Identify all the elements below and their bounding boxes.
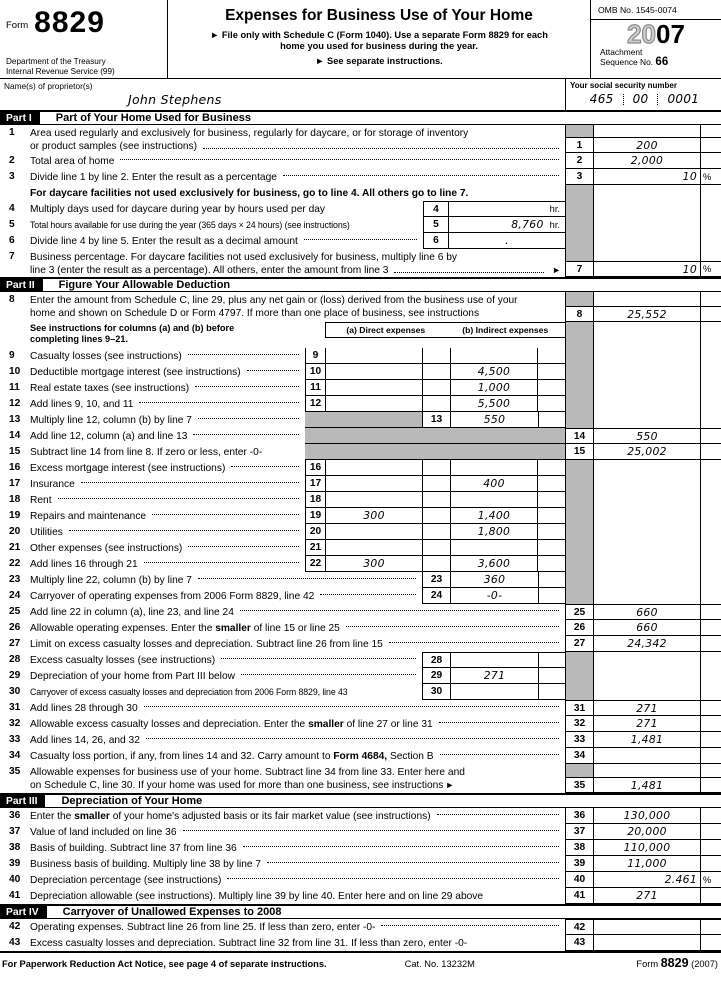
daycare-note: For daycare facilities not used exclusively for business, go to line 4. All others go to line 7. <box>30 187 469 199</box>
daycare-note-row <box>0 185 721 201</box>
line-16-indirect[interactable] <box>450 460 537 476</box>
line-40-label: Depreciation percentage (see instructions) <box>30 872 565 888</box>
shaded-cell <box>565 322 593 348</box>
line-39-label: Business basis of building. Multiply line 38 by line 7 <box>30 856 565 872</box>
dot-leader <box>146 738 559 739</box>
shaded-cell <box>565 764 593 777</box>
shaded-cell <box>565 185 593 201</box>
line-37-row: 37 Value of land included on line 36 37 20,000 <box>0 824 721 840</box>
line-41-amount[interactable]: 271 <box>593 888 700 904</box>
part-iv-title: Carryover of Unallowed Expenses to 2008 <box>62 906 282 918</box>
line-1-label: Area used regularly and exclusively for business, regularly for daycare, or for storage of inventory or product samples (see instructions) <box>30 125 565 153</box>
line-25-row: 25 Add line 22 in column (a), line 23, and line 24 25 660 <box>0 604 721 620</box>
line-35-label: Allowable expenses for business use of your home. Subtract line 34 from line 33. Enter here and on Schedule C, line 30. If your home was used for more than one business, see instructions ► <box>30 767 465 791</box>
line-30-value[interactable] <box>450 684 538 700</box>
ssn-separator <box>657 94 658 105</box>
line-42-row: 42 Operating expenses. Subtract line 26 from line 25. If less than zero, enter -0- 42 <box>0 919 721 935</box>
dot-leader <box>58 498 299 499</box>
line-2-row: 2 Total area of home 2 2,000 <box>0 153 721 169</box>
line-40-row: 40 Depreciation percentage (see instructions) 40 2.461 % <box>0 872 721 888</box>
line-17-row: 17 Insurance 17 400 <box>0 476 721 492</box>
line-40-amount[interactable]: 2.461 <box>593 872 700 888</box>
ssn-value: 465 00 0001 <box>589 92 700 106</box>
line-21-direct[interactable] <box>325 540 422 556</box>
shaded-cell <box>565 217 593 233</box>
line-27-row: 27 Limit on excess casualty losses and depreciation. Subtract line 26 from line 15 27 24,342 <box>0 636 721 652</box>
line-37-amount[interactable]: 20,000 <box>593 824 700 840</box>
line-22-indirect[interactable]: 3,600 <box>450 556 537 572</box>
line-39-amount[interactable]: 11,000 <box>593 856 700 872</box>
dot-leader <box>69 530 299 531</box>
line-10-label: Deductible mortgage interest (see instructions) <box>30 364 305 380</box>
line-35-row: 35 Allowable expenses for business use of your home. Subtract line 34 from line 33. Enter here and on Schedule C, line 30. If your home was used for more than one business, see instructions ► 35 1,481 <box>0 764 721 793</box>
line-8-label: Enter the amount from Schedule C, line 29, plus any net gain or (loss) derived from the business use of your home and shown on Schedule D or Form 4797. If more than one place of business, see instructions <box>30 295 518 319</box>
shaded-cell <box>565 348 593 364</box>
dot-leader <box>247 370 299 371</box>
line-12-label: Add lines 9, 10, and 11 <box>30 396 305 412</box>
line-27-label: Limit on excess casualty losses and depreciation. Subtract line 26 from line 15 <box>30 636 565 652</box>
part-i-header <box>0 110 721 125</box>
part-i-tag: Part I <box>0 112 40 124</box>
line-9-label: Casualty losses (see instructions) <box>30 348 305 364</box>
col-a-header: (a) Direct expenses <box>346 325 426 335</box>
line-12-direct[interactable] <box>325 396 422 412</box>
dot-leader <box>304 239 417 240</box>
line-5-row: 5 Total hours available for use during the year (365 days × 24 hours) (see instructions) 5 8,760 hr. <box>0 217 721 233</box>
dot-leader <box>188 354 299 355</box>
line-35-amount[interactable]: 1,481 <box>593 777 700 793</box>
line-16-label: Excess mortgage interest (see instructions) <box>30 460 305 476</box>
line-29-value[interactable]: 271 <box>450 668 538 684</box>
shaded-cell <box>565 460 593 476</box>
line-32-row: 32 Allowable excess casualty losses and depreciation. Enter the smaller of line 27 or line 31 32 271 <box>0 716 721 732</box>
part-i-title: Part of Your Home Used for Business <box>55 112 251 124</box>
omb-number: OMB No. 1545-0074 <box>591 0 721 20</box>
expense-column-headers <box>325 322 565 338</box>
line-33-row: 33 Add lines 14, 26, and 32 33 1,481 <box>0 732 721 748</box>
line-19-label: Repairs and maintenance <box>30 508 305 524</box>
catalog-number: Cat. No. 13232M <box>404 959 475 969</box>
part-iii-tag: Part III <box>0 795 45 807</box>
shaded-cell <box>565 292 593 306</box>
columns-header-row <box>0 322 721 348</box>
line-1-amount[interactable]: 200 <box>593 137 700 153</box>
paperwork-notice: For Paperwork Reduction Act Notice, see page 4 of separate instructions. <box>2 959 327 969</box>
dot-leader <box>193 434 299 435</box>
line-42-amount[interactable] <box>593 919 700 935</box>
line-19-indirect[interactable]: 1,400 <box>450 508 537 524</box>
dot-leader <box>139 402 299 403</box>
line-11-indirect[interactable]: 1,000 <box>450 380 537 396</box>
dot-leader <box>394 272 544 273</box>
line-20-indirect[interactable]: 1,800 <box>450 524 537 540</box>
shaded-cell <box>565 508 593 524</box>
line-10-direct[interactable] <box>325 364 422 380</box>
line-21-row: 21 Other expenses (see instructions) 21 <box>0 540 721 556</box>
line-31-label: Add lines 28 through 30 <box>30 700 565 716</box>
shaded-cell <box>565 380 593 396</box>
shaded-cell <box>305 428 565 444</box>
line-22-direct[interactable]: 300 <box>325 556 422 572</box>
shaded-cell <box>305 444 565 460</box>
proprietor-row <box>0 78 721 110</box>
line-21-indirect[interactable] <box>450 540 537 556</box>
line-29-row: 29 Depreciation of your home from Part III below 29 271 <box>0 668 721 684</box>
dot-leader <box>437 814 559 815</box>
part-iv-header <box>0 904 721 919</box>
line-15-label: Subtract line 14 from line 8. If zero or less, enter -0- <box>30 446 263 458</box>
line-18-label: Rent <box>30 492 305 508</box>
line-38-label: Basis of building. Subtract line 37 from line 36 <box>30 840 565 856</box>
part-iv-tag: Part IV <box>0 906 47 918</box>
form-number: 8829 <box>34 6 105 39</box>
line-1-number: 1 <box>9 127 15 138</box>
dot-leader <box>203 148 559 149</box>
dot-leader <box>243 846 559 847</box>
line-3-row: 3 Divide line 1 by line 2. Enter the result as a percentage 3 10 % <box>0 169 721 185</box>
line-4-label: Multiply days used for daycare during year by hours used per day <box>30 203 326 215</box>
shaded-cell <box>565 492 593 508</box>
line-20-label: Utilities <box>30 524 305 540</box>
line-17-indirect[interactable]: 400 <box>450 476 537 492</box>
line-9-direct[interactable] <box>325 348 422 364</box>
line-6-row: 6 Divide line 4 by line 5. Enter the result as a decimal amount 6 . <box>0 233 721 249</box>
line-34-row: 34 Casualty loss portion, if any, from lines 14 and 32. Carry amount to Form 4684, Section B 34 <box>0 748 721 764</box>
line-11-label: Real estate taxes (see instructions) <box>30 380 305 396</box>
shaded-cell <box>565 364 593 380</box>
line-42-label: Operating expenses. Subtract line 26 from line 25. If less than zero, enter -0- <box>30 919 565 935</box>
line-31-row: 31 Add lines 28 through 30 31 271 <box>0 700 721 716</box>
ssn-label: Your social security number <box>570 81 677 90</box>
dot-leader <box>240 610 559 611</box>
line-29-label: Depreciation of your home from Part III below <box>30 668 422 684</box>
line-18-indirect[interactable] <box>450 492 537 508</box>
line-15-amount[interactable]: 25,002 <box>593 444 700 460</box>
form-footer <box>0 951 721 970</box>
line-15-row: 15 Subtract line 14 from line 8. If zero or less, enter -0- 15 25,002 <box>0 444 721 460</box>
line-33-amount[interactable]: 1,481 <box>593 732 700 748</box>
line-27-amount[interactable]: 24,342 <box>593 636 700 652</box>
line-36-amount[interactable]: 130,000 <box>593 808 700 824</box>
line-30-label: Carryover of excess casualty losses and depreciation from 2006 Form 8829, line 43 <box>30 687 348 697</box>
dot-leader <box>381 925 559 926</box>
line-17-direct[interactable] <box>325 476 422 492</box>
form-footer-id: Form 8829 (2007) <box>636 956 718 970</box>
shaded-cell <box>565 524 593 540</box>
shaded-cell <box>565 556 593 572</box>
form-number-block <box>0 0 168 78</box>
line-6-label: Divide line 4 by line 5. Enter the result as a decimal amount <box>30 233 423 249</box>
line-7-row: 7 Business percentage. For daycare facilities not used exclusively for business, multiply line 6 by line 3 (enter the result as a percentage). All others, enter the amount from line 3 ► 7 10 % <box>0 249 721 277</box>
omb-year-block <box>590 0 721 78</box>
line-23-value[interactable]: 360 <box>450 572 538 588</box>
line-7-label: Business percentage. For daycare facilities not used exclusively for business, multiply line 6 by line 3 (enter the result as a percentage). All others, enter the amount from line 3 ► <box>30 252 561 276</box>
dot-leader <box>188 546 299 547</box>
line-23-row: 23 Multiply line 22, column (b) by line 7 23 360 <box>0 572 721 588</box>
line-10-indirect[interactable]: 4,500 <box>450 364 537 380</box>
shaded-cell <box>565 588 593 604</box>
dot-leader <box>241 674 416 675</box>
shaded-cell <box>565 396 593 412</box>
line-38-amount[interactable]: 110,000 <box>593 840 700 856</box>
shaded-cell <box>565 652 593 668</box>
line-24-label: Carryover of operating expenses from 2006 Form 8829, line 42 <box>30 588 422 604</box>
part-ii-header <box>0 277 721 292</box>
line-14-label: Add line 12, column (a) and line 13 <box>30 428 305 444</box>
line-24-row: 24 Carryover of operating expenses from 2006 Form 8829, line 42 24 -0- <box>0 588 721 604</box>
part-ii-title: Figure Your Allowable Deduction <box>58 279 231 291</box>
line-10-row: 10 Deductible mortgage interest (see instructions) 10 4,500 <box>0 364 721 380</box>
see-instructions-note: ► See separate instructions. <box>315 56 443 66</box>
line-17-label: Insurance <box>30 476 305 492</box>
shaded-cell <box>565 249 593 261</box>
line-14-row: 14 Add line 12, column (a) and line 13 14 550 <box>0 428 721 444</box>
line-31-amount[interactable]: 271 <box>593 700 700 716</box>
department-line: Department of the Treasury Internal Revenue Service (99) <box>6 57 115 76</box>
dot-leader <box>320 594 416 595</box>
line-20-row: 20 Utilities 20 1,800 <box>0 524 721 540</box>
line-26-row: 26 Allowable operating expenses. Enter the smaller of line 15 or line 25 26 660 <box>0 620 721 636</box>
line-1-row: 1 Area used regularly and exclusively for business, regularly for daycare, or for storage of inventory or product samples (see instructions) 1 200 <box>0 125 721 153</box>
line-23-label: Multiply line 22, column (b) by line 7 <box>30 572 422 588</box>
ssn-separator <box>623 94 624 105</box>
dot-leader <box>81 482 299 483</box>
line-9-indirect[interactable] <box>450 348 537 364</box>
shaded-cell <box>565 125 593 137</box>
dot-leader <box>439 722 559 723</box>
dot-leader <box>346 626 559 627</box>
shaded-cell <box>565 668 593 684</box>
line-28-row: 28 Excess casualty losses (see instructions) 28 <box>0 652 721 668</box>
dot-leader <box>227 878 559 879</box>
line-18-row: 18 Rent 18 <box>0 492 721 508</box>
tax-year: 20 07 <box>627 19 685 49</box>
line-13-row: 13 Multiply line 12, column (b) by line 7 13 550 <box>0 412 721 428</box>
line-21-label: Other expenses (see instructions) <box>30 540 305 556</box>
shaded-cell <box>305 412 422 428</box>
shaded-cell <box>565 201 593 217</box>
dot-leader <box>183 830 559 831</box>
line-6-value[interactable]: . <box>448 233 565 249</box>
dot-leader <box>120 159 559 160</box>
line-13-label: Multiply line 12, column (b) by line 7 <box>30 412 305 428</box>
line-7-amount[interactable]: 10 <box>593 261 700 277</box>
dot-leader <box>198 418 299 419</box>
form-title: Expenses for Business Use of Your Home <box>225 7 533 24</box>
line-32-amount[interactable]: 271 <box>593 716 700 732</box>
line-18-direct[interactable] <box>325 492 422 508</box>
ssn-field[interactable] <box>565 79 721 110</box>
line-5-value[interactable]: 8,760 hr. <box>448 217 565 233</box>
line-33-label: Add lines 14, 26, and 32 <box>30 732 565 748</box>
part-ii-tag: Part II <box>0 279 43 291</box>
line-34-amount[interactable] <box>593 748 700 764</box>
line-19-direct[interactable]: 300 <box>325 508 422 524</box>
line-11-row: 11 Real estate taxes (see instructions) 11 1,000 <box>0 380 721 396</box>
attachment-sequence: Attachment Sequence No. 66 <box>600 47 669 68</box>
form-title-block <box>168 0 590 78</box>
proprietor-name-label: Name(s) of proprietor(s) <box>4 81 93 91</box>
dot-leader <box>231 466 299 467</box>
form-subtitle: ► File only with Schedule C (Form 1040). Use a separate Form 8829 for each home you used for business during the year. <box>210 30 548 51</box>
proprietor-name-value: John Stephens <box>128 92 222 107</box>
line-30-row: 30 Carryover of excess casualty losses and depreciation from 2006 Form 8829, line 43 30 <box>0 684 721 700</box>
line-34-label: Casualty loss portion, if any, from lines 14 and 32. Carry amount to Form 4684, Section B <box>30 748 565 764</box>
dot-leader <box>440 754 559 755</box>
line-13-value[interactable]: 550 <box>450 412 538 428</box>
shaded-cell <box>565 476 593 492</box>
dot-leader <box>195 386 299 387</box>
line-32-label: Allowable excess casualty losses and depreciation. Enter the smaller of line 27 or line 31 <box>30 716 565 732</box>
line-26-amount[interactable]: 660 <box>593 620 700 636</box>
shaded-cell <box>565 540 593 556</box>
line-37-label: Value of land included on line 36 <box>30 824 565 840</box>
line-16-direct[interactable] <box>325 460 422 476</box>
line-25-label: Add line 22 in column (a), line 23, and line 24 <box>30 604 565 620</box>
line-43-label: Excess casualty losses and depreciation. Subtract line 32 from line 31. If less than zero, enter -0- <box>30 937 468 949</box>
line-2-amount[interactable]: 2,000 <box>593 153 700 169</box>
line-22-label: Add lines 16 through 21 <box>30 556 305 572</box>
part-iii-header <box>0 793 721 808</box>
columns-note: See instructions for columns (a) and (b) before completing lines 9–21. <box>30 323 235 344</box>
shaded-cell <box>565 233 593 249</box>
shaded-cell <box>565 412 593 428</box>
line-8-row: 8 Enter the amount from Schedule C, line 29, plus any net gain or (loss) derived from the business use of your home and shown on Schedule D or Form 4797. If more than one place of business, see instructions 8 25,552 <box>0 292 721 322</box>
shaded-cell <box>565 572 593 588</box>
dot-leader <box>221 658 416 659</box>
line-9-row: 9 Casualty losses (see instructions) 9 <box>0 348 721 364</box>
line-41-row: 41 Depreciation allowable (see instructions). Multiply line 39 by line 40. Enter here and on line 29 above 41 271 <box>0 888 721 904</box>
dot-leader <box>389 642 559 643</box>
dot-leader <box>198 578 416 579</box>
line-5-label: Total hours available for use during the year (365 days × 24 hours) (see instructions) <box>30 220 350 230</box>
line-12-indirect[interactable]: 5,500 <box>450 396 537 412</box>
shaded-cell <box>565 684 593 700</box>
part-iii-title: Depreciation of Your Home <box>61 795 203 807</box>
line-36-row: 36 Enter the smaller of your home's adjusted basis or its fair market value (see instructions) 36 130,000 <box>0 808 721 824</box>
line-8-amount[interactable]: 25,552 <box>593 306 700 322</box>
line-2-label: Total area of home <box>30 153 565 169</box>
line-26-label: Allowable operating expenses. Enter the smaller of line 15 or line 25 <box>30 620 565 636</box>
line-36-label: Enter the smaller of your home's adjusted basis or its fair market value (see instructions) <box>30 808 565 824</box>
dot-leader <box>267 862 559 863</box>
line-25-amount[interactable]: 660 <box>593 604 700 620</box>
form-word: Form <box>6 20 29 31</box>
dot-leader <box>283 175 559 176</box>
line-28-value[interactable] <box>450 652 538 668</box>
line-11-direct[interactable] <box>325 380 422 396</box>
line-39-row: 39 Business basis of building. Multiply line 38 by line 7 39 11,000 <box>0 856 721 872</box>
form-header <box>0 0 721 78</box>
line-22-row: 22 Add lines 16 through 21 22 300 3,600 <box>0 556 721 572</box>
line-14-amount[interactable]: 550 <box>593 428 700 444</box>
arrow-icon: ► <box>445 780 455 790</box>
line-3-amount[interactable]: 10 <box>593 169 700 185</box>
col-b-header: (b) Indirect expenses <box>462 325 549 335</box>
dot-leader <box>152 514 299 515</box>
dot-leader <box>144 706 559 707</box>
line-28-label: Excess casualty losses (see instructions) <box>30 652 422 668</box>
proprietor-name-field[interactable] <box>0 79 565 110</box>
line-38-row: 38 Basis of building. Subtract line 37 from line 36 38 110,000 <box>0 840 721 856</box>
line-43-amount[interactable] <box>593 935 700 951</box>
line-3-label: Divide line 1 by line 2. Enter the result as a percentage <box>30 169 565 185</box>
line-41-label: Depreciation allowable (see instructions). Multiply line 39 by line 40. Enter here and on line 29 above <box>30 890 484 902</box>
arrow-icon: ► <box>552 265 561 275</box>
line-43-row: 43 Excess casualty losses and depreciation. Subtract line 32 from line 31. If less than zero, enter -0- 43 <box>0 935 721 951</box>
line-16-row: 16 Excess mortgage interest (see instructions) 16 <box>0 460 721 476</box>
line-4-row: 4 Multiply days used for daycare during year by hours used per day 4 hr. <box>0 201 721 217</box>
line-4-value[interactable]: hr. <box>448 201 565 217</box>
line-20-direct[interactable] <box>325 524 422 540</box>
line-19-row: 19 Repairs and maintenance 19 300 1,400 <box>0 508 721 524</box>
line-12-row: 12 Add lines 9, 10, and 11 12 5,500 <box>0 396 721 412</box>
line-24-value[interactable]: -0- <box>450 588 538 604</box>
dot-leader <box>144 562 299 563</box>
